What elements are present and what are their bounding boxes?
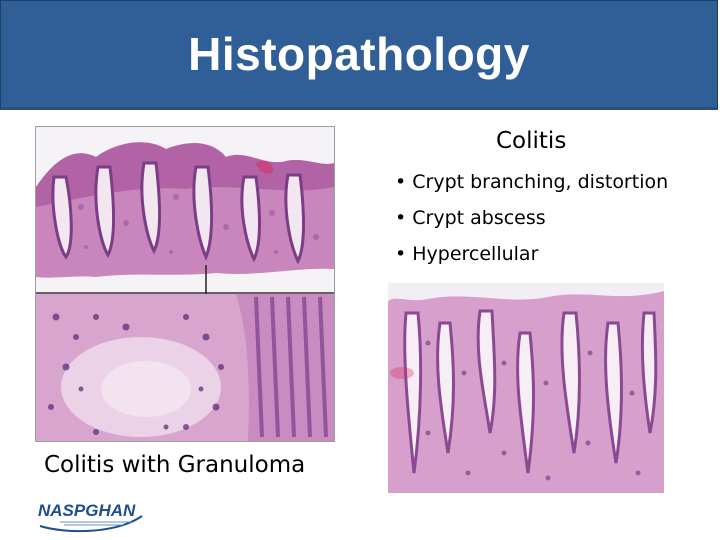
naspghan-logo [36, 496, 146, 534]
bullet-item: • Hypercellular [395, 243, 539, 265]
colitis-heading: Colitis [496, 128, 567, 154]
bullet-item: • Crypt abscess [395, 207, 546, 229]
title-bar [0, 0, 718, 110]
naspghan-logo-graphic [36, 496, 146, 534]
colitis-bullet-list [395, 164, 668, 272]
bullet-item: • Crypt branching, distortion [395, 171, 669, 193]
colitis-histology-graphic [388, 283, 664, 493]
colitis-histology-image [388, 283, 664, 493]
granuloma-histology-image [35, 126, 335, 442]
slide-title: Histopathology [188, 28, 530, 80]
logo-text: NASPGHAN [38, 501, 136, 520]
granuloma-caption: Colitis with Granuloma [44, 452, 306, 478]
granuloma-histology-graphic [36, 127, 334, 441]
